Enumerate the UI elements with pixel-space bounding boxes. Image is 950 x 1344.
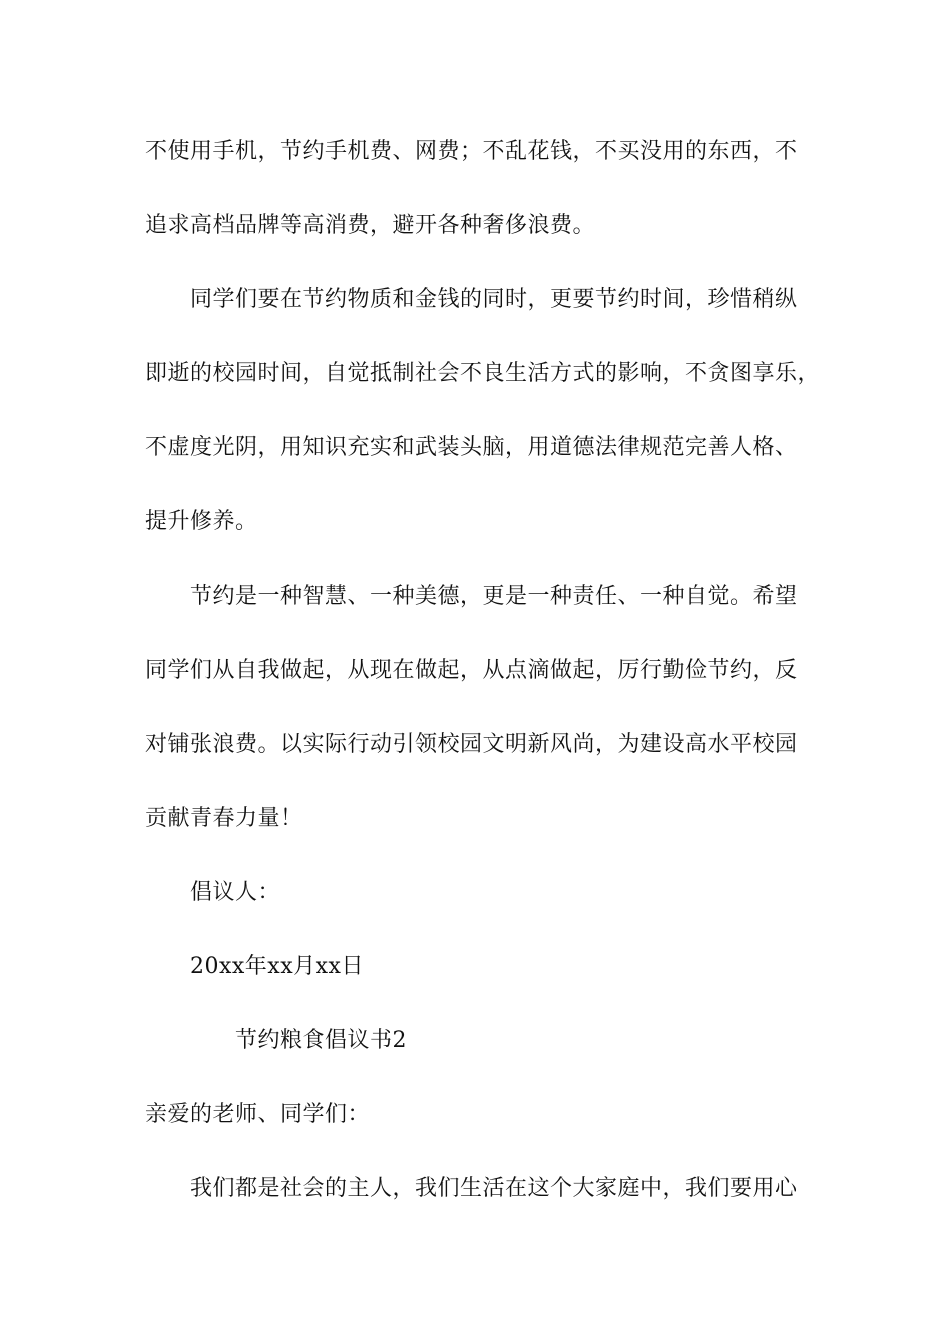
paragraph-line: 我们都是社会的主人，我们生活在这个大家庭中，我们要用心	[190, 1176, 798, 1201]
paragraph-line: 追求高档品牌等高消费，避开各种奢侈浪费。	[145, 213, 596, 238]
paragraph-line: 即逝的校园时间，自觉抵制社会不良生活方式的影响，不贪图享乐，	[145, 361, 821, 386]
paragraph-line: 贡献青春力量！	[145, 806, 303, 831]
paragraph-line: 对铺张浪费。以实际行动引领校园文明新风尚，为建设高水平校园	[145, 732, 798, 757]
paragraph-line: 提升修养。	[145, 509, 258, 534]
date-line: 20xx年xx月xx日	[190, 954, 364, 979]
paragraph-line: 不使用手机，节约手机费、网费；不乱花钱，不买没用的东西，不	[145, 139, 798, 164]
salutation: 亲爱的老师、同学们：	[145, 1102, 371, 1127]
paragraph-line: 同学们要在节约物质和金钱的同时，更要节约时间，珍惜稍纵	[190, 287, 798, 312]
paragraph-line: 不虚度光阴，用知识充实和武装头脑，用道德法律规范完善人格、	[145, 435, 798, 460]
paragraph-line: 节约是一种智慧、一种美德，更是一种责任、一种自觉。希望	[190, 584, 798, 609]
signatory-label: 倡议人：	[190, 880, 281, 905]
paragraph-line: 同学们从自我做起，从现在做起，从点滴做起，厉行勤俭节约，反	[145, 658, 798, 683]
section-title: 节约粮食倡议书2	[235, 1028, 407, 1053]
